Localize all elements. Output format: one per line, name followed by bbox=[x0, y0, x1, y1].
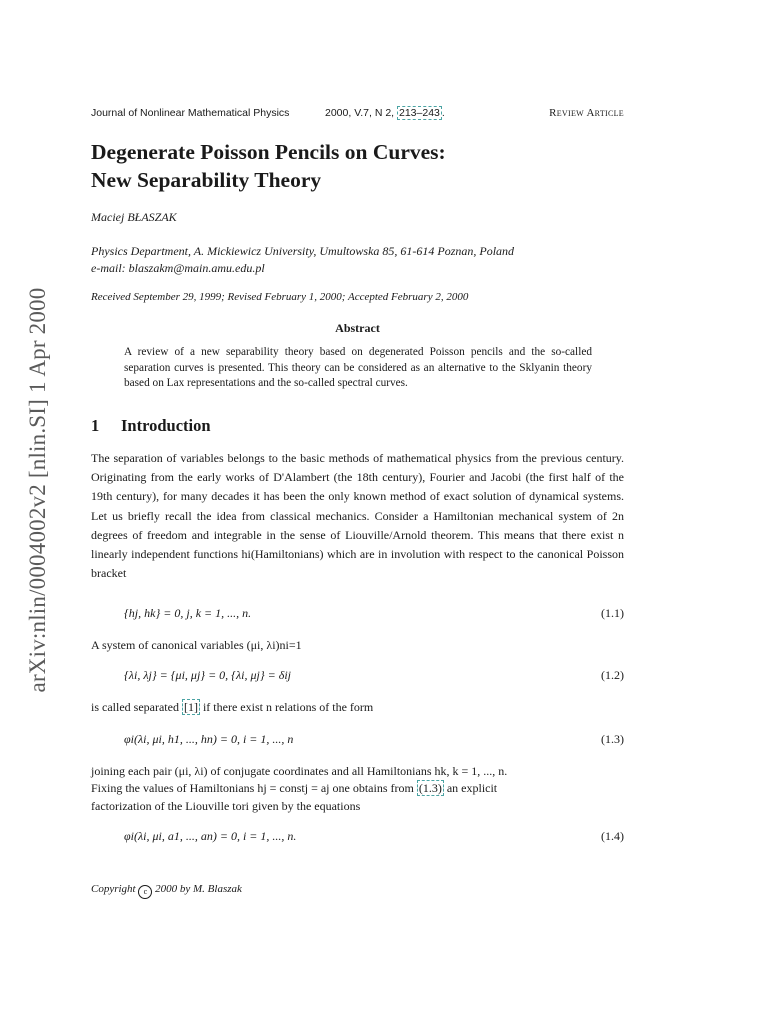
equation-number: (1.3) bbox=[601, 732, 624, 746]
abstract-heading: Abstract bbox=[335, 321, 380, 335]
canonical-variables-line: A system of canonical variables (μi, λi)ni=1 bbox=[91, 638, 302, 652]
equation-1-4 bbox=[91, 829, 624, 847]
equation-1-3 bbox=[91, 732, 624, 750]
equation-number: (1.2) bbox=[601, 668, 624, 682]
paragraph2-line-2: Fixing the values of Hamiltonians hj = constj = aj one obtains from (1.3) an explicit bbox=[91, 781, 498, 795]
section-number: 1 bbox=[91, 416, 100, 435]
equation-number: (1.1) bbox=[601, 606, 624, 620]
paragraph2-line-1: joining each pair (μi, λi) of conjugate coordinates and all Hamiltonians hk, k = 1, ..., n. bbox=[91, 764, 508, 778]
equation-body: φi(λi, μi, a1, ..., an) = 0, i = 1, ..., n. bbox=[124, 829, 297, 843]
citation-link[interactable]: [1] bbox=[183, 700, 198, 714]
title-line-2: New Separability Theory bbox=[91, 168, 322, 192]
paper-title bbox=[91, 138, 631, 194]
equation-ref-link[interactable]: (1.3) bbox=[418, 781, 442, 795]
copyright-notice: Copyright c 2000 by M. Blaszak bbox=[91, 883, 242, 899]
equation-body: {hj, hk} = 0, j, k = 1, ..., n. bbox=[124, 606, 252, 620]
arxiv-stamp-text: arXiv:nlin/0004002v2 [nlin.SI] 1 Apr 2000 bbox=[25, 287, 50, 693]
abstract-text: A review of a new separability theory based on degenerated Poisson pencils and the so-called separation curves is presented. This theory can be considered as an alternative to the Sklyanin theory based on Lax representations and the so-called spectral curves. bbox=[124, 346, 592, 389]
pages-link[interactable]: 213–243 bbox=[399, 107, 440, 119]
equation-number: (1.4) bbox=[601, 829, 624, 843]
affiliation: Physics Department, A. Mickiewicz University, Umultowska 85, 61-614 Poznan, Poland bbox=[91, 244, 515, 258]
separated-line: is called separated [1] if there exist n relations of the form bbox=[91, 700, 374, 714]
equation-1-2 bbox=[91, 668, 624, 686]
equation-body: φi(λi, μi, h1, ..., hn) = 0, i = 1, ..., n bbox=[124, 732, 294, 746]
journal-name: Journal of Nonlinear Mathematical Physics bbox=[91, 107, 290, 119]
title-line-1: Degenerate Poisson Pencils on Curves: bbox=[91, 140, 446, 164]
volume-info: 2000, V.7, N 2, 213–243 . bbox=[325, 107, 445, 119]
affiliation-block bbox=[91, 243, 626, 277]
paragraph2-line-3: factorization of the Liouville tori given by the equations bbox=[91, 799, 361, 813]
section-title: Introduction bbox=[121, 416, 211, 435]
equation-1-1 bbox=[91, 606, 624, 624]
received-dates: Received September 29, 1999; Revised February 1, 2000; Accepted February 2, 2000 bbox=[91, 291, 469, 303]
email: e-mail: blaszakm@main.amu.edu.pl bbox=[91, 261, 265, 275]
article-type: Review Article bbox=[549, 107, 624, 119]
copyright-symbol: c bbox=[138, 885, 152, 899]
equation-body: {λi, λj} = {μi, μj} = 0, {λi, μj} = δij bbox=[124, 668, 291, 682]
arxiv-stamp bbox=[18, 255, 58, 725]
intro-paragraph: The separation of variables belongs to the basic methods of mathematical physics from the previous century. Originating from the early works of D'Alambert (the 18th century), Fourier and Jacobi (the first half of the 19th century), for many decades it has been the only known method of exact solution of dynamical systems. Let us briefly recall the idea from classical mechanics. Consider a Hamiltonian mechanical system of 2n degrees of freedom and integrable in the sense of Liouville/Arnold theorem. This means that there exist n linearly independent functions hi(Hamiltonians) which are in involution with respect to the canonical Poisson bracket bbox=[91, 451, 624, 581]
section-heading bbox=[91, 416, 211, 436]
author: Maciej BŁASZAK bbox=[91, 210, 177, 224]
